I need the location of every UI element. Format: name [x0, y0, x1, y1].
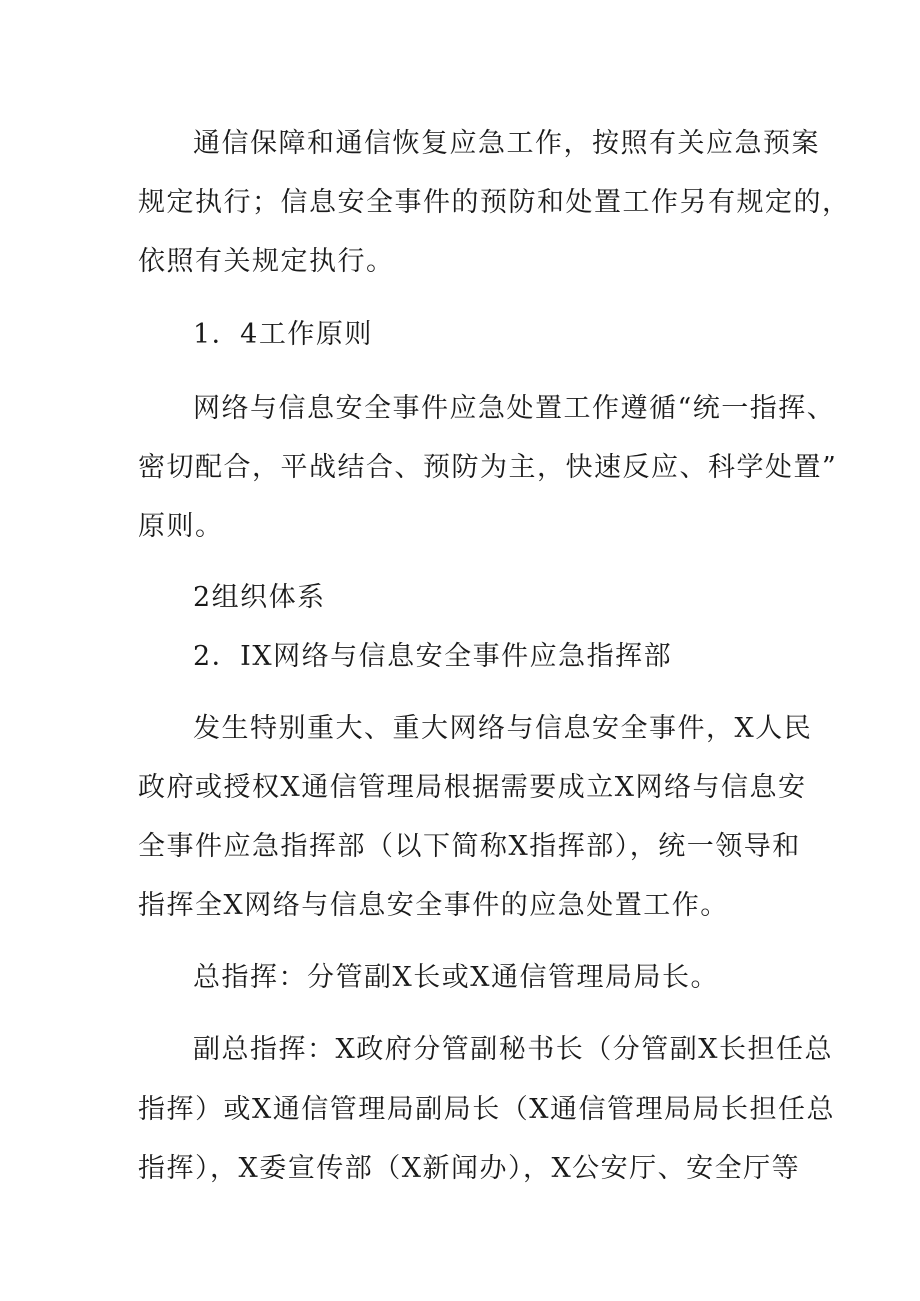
- paragraph-line: 副总指挥：X政府分管副秘书长（分管副X长担任总: [193, 1034, 833, 1065]
- paragraph-line: 依照有关规定执行。: [138, 246, 395, 277]
- section-heading: 2组织体系: [193, 582, 326, 613]
- paragraph-line: 规定执行；信息安全事件的预防和处置工作另有规定的，: [138, 187, 851, 218]
- paragraph-line: 通信保障和通信恢复应急工作，按照有关应急预案: [193, 128, 820, 159]
- paragraph-line: 全事件应急指挥部（以下简称X指挥部），统一领导和: [138, 831, 801, 862]
- paragraph-line: 发生特别重大、重大网络与信息安全事件，X人民: [193, 713, 813, 744]
- paragraph-line: 网络与信息安全事件应急处置工作遵循“统一指挥、: [193, 393, 836, 424]
- section-heading: 2．IX网络与信息安全事件应急指挥部: [193, 641, 673, 672]
- paragraph-line: 总指挥：分管副X长或X通信管理局局长。: [193, 962, 719, 993]
- paragraph-line: 政府或授权X通信管理局根据需要成立X网络与信息安: [138, 772, 807, 803]
- section-heading: 1．4工作原则: [193, 319, 373, 350]
- paragraph-line: 原则。: [138, 511, 224, 542]
- paragraph-line: 指挥全X网络与信息安全事件的应急处置工作。: [138, 890, 729, 921]
- paragraph-line: 指挥），X委宣传部（X新闻办），X公安厅、安全厅等: [138, 1153, 801, 1184]
- paragraph-line: 指挥）或X通信管理局副局长（X通信管理局局长担任总: [138, 1094, 835, 1125]
- paragraph-line: 密切配合，平战结合、预防为主，快速反应、科学处置”: [138, 452, 838, 483]
